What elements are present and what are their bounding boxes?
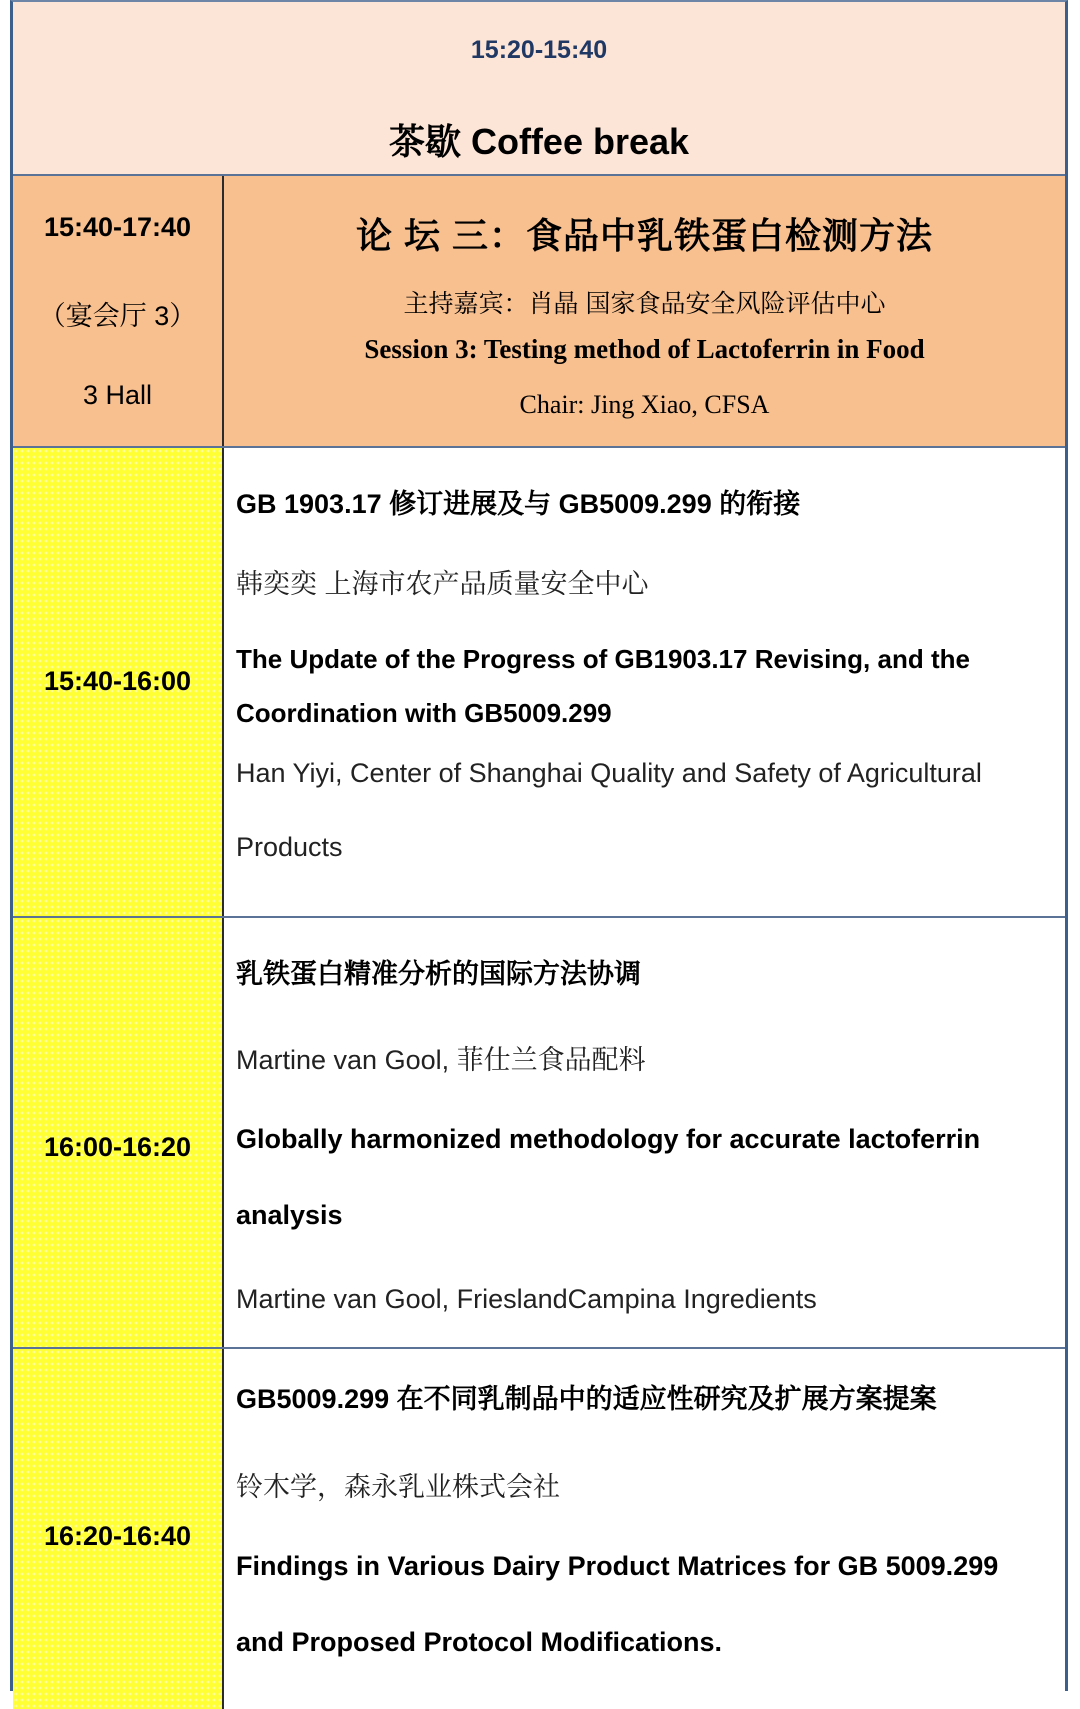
talk-speaker-cn: 韩奕奕 上海市农产品质量安全中心: [236, 569, 649, 599]
talk-row: [13, 1349, 1065, 1709]
talk-title-cn: GB5009.299 在不同乳制品中的适应性研究及扩展方案提案: [236, 1384, 937, 1414]
talk-title-cn: 乳铁蛋白精准分析的国际方法协调: [236, 959, 641, 989]
schedule-table: [10, 0, 1068, 1691]
talk-title-en-line1: The Update of the Progress of GB1903.17 Revising, and the: [236, 644, 970, 674]
coffee-break-row: [13, 2, 1065, 176]
talk-row: [13, 448, 1065, 918]
session-time-cell: [13, 176, 224, 446]
talk-speaker-en: Martine van Gool, FrieslandCampina Ingredients: [236, 1284, 817, 1314]
talk-content-cell: [224, 1349, 1065, 1709]
talk-content-cell: [224, 448, 1065, 916]
talk-time-cell: [13, 448, 224, 916]
talk-time: 16:00-16:20: [43, 1132, 192, 1162]
session-title-cn: 论 坛 三：食品中乳铁蛋白检测方法: [355, 215, 933, 256]
talk-title-en-line1: Globally harmonized methodology for accurate lactoferrin: [236, 1124, 981, 1154]
session-chair-cn: 主持嘉宾：肖晶 国家食品安全风险评估中心: [403, 290, 886, 318]
coffee-break-title: 茶歇 Coffee break: [388, 121, 690, 162]
coffee-break-time: 15:20-15:40: [470, 36, 608, 64]
talk-title-en-line2: analysis: [236, 1200, 343, 1230]
talk-speaker-en-line2: Products: [236, 832, 343, 862]
session-header-row: [13, 176, 1065, 448]
talk-time-cell: [13, 918, 224, 1347]
session-chair-en: Chair: Jing Xiao, CFSA: [519, 390, 770, 419]
session-info-cell: [224, 176, 1065, 446]
talk-speaker-cn: Martine van Gool, 菲仕兰食品配料: [236, 1045, 646, 1075]
talk-speaker-cn: 铃木学，森永乳业株式会社: [236, 1472, 560, 1502]
session-room-en: 3 Hall: [82, 380, 153, 410]
session-time: 15:40-17:40: [43, 212, 192, 242]
talk-time: 16:20-16:40: [43, 1521, 192, 1551]
session-title-en: Session 3: Testing method of Lactoferrin in Food: [364, 334, 925, 364]
session-room-cn: （宴会厅 3）: [38, 301, 197, 331]
talk-speaker-en-line1: Han Yiyi, Center of Shanghai Quality and Safety of Agricultural: [236, 758, 982, 788]
talk-row: [13, 918, 1065, 1349]
talk-title-cn: GB 1903.17 修订进展及与 GB5009.299 的衔接: [236, 489, 801, 519]
talk-title-en-line2: and Proposed Protocol Modifications.: [236, 1627, 723, 1657]
talk-title-en-line1: Findings in Various Dairy Product Matrices for GB 5009.299: [236, 1551, 999, 1581]
talk-time-cell: [13, 1349, 224, 1709]
talk-content-cell: [224, 918, 1065, 1347]
talk-time: 15:40-16:00: [43, 666, 192, 696]
talk-title-en-line2: Coordination with GB5009.299: [236, 698, 612, 728]
